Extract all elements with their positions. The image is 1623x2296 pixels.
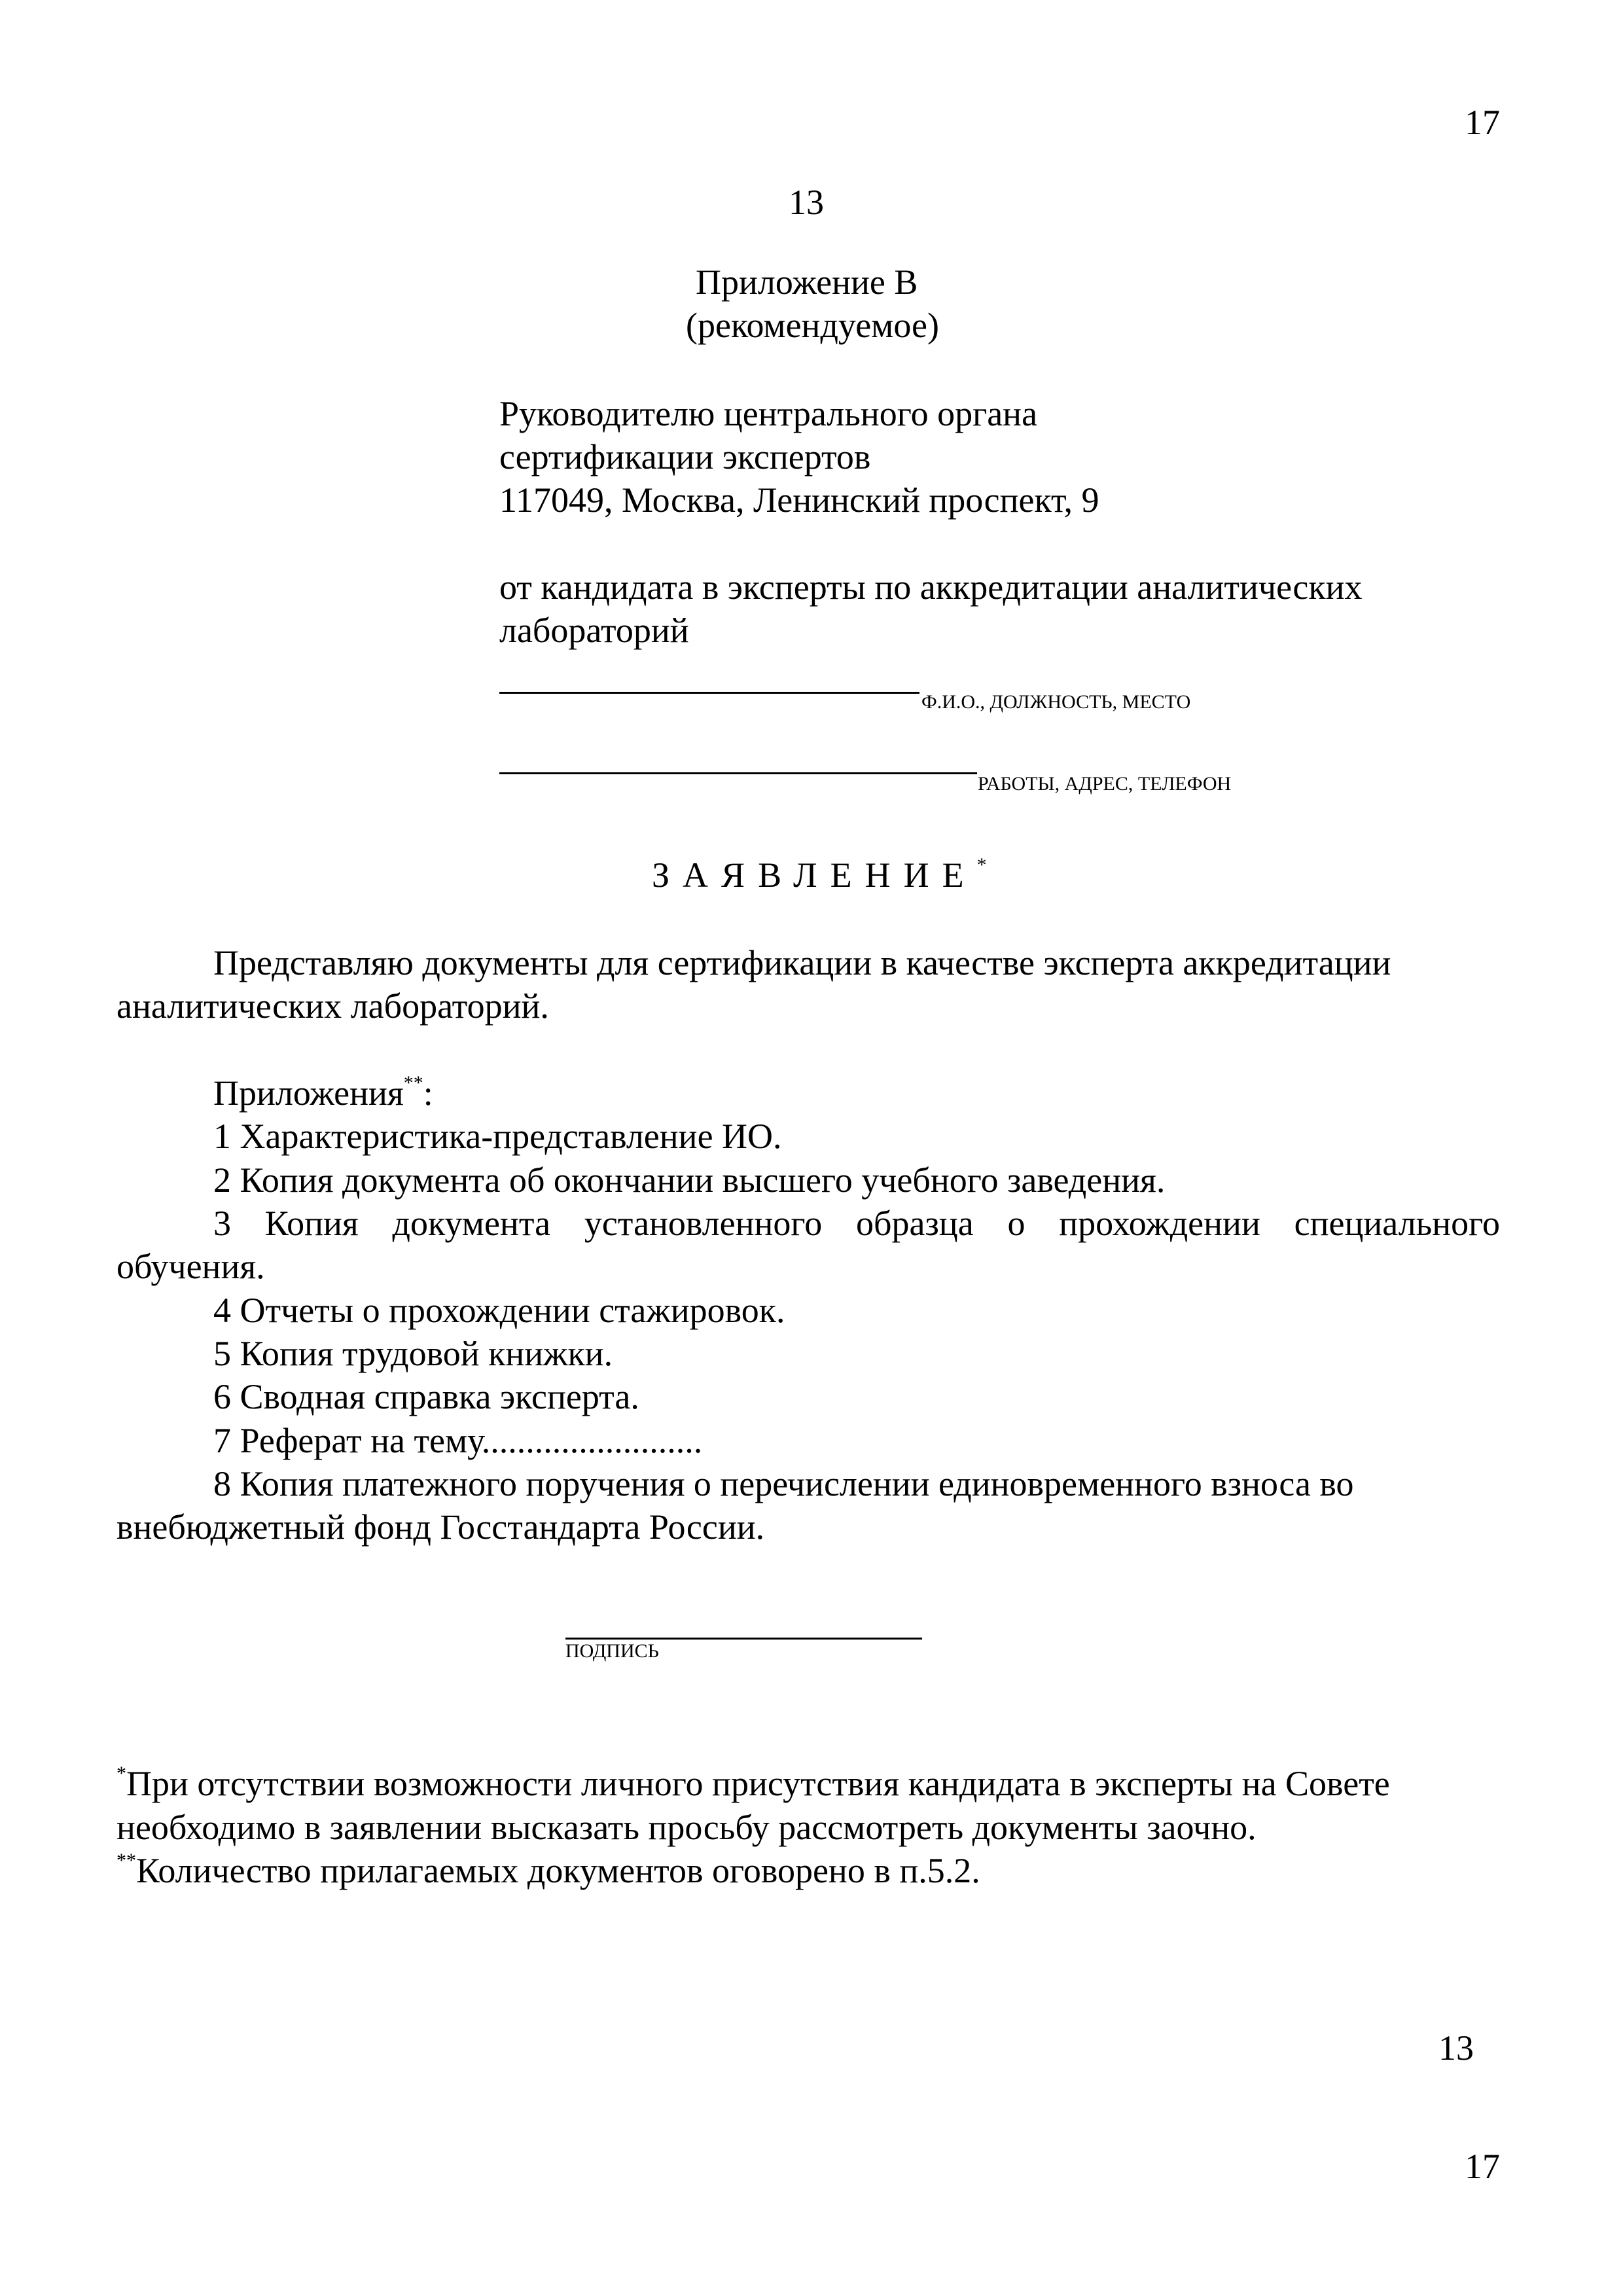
name-position-caption: Ф.И.О., ДОЛЖНОСТЬ, МЕСТО	[921, 691, 1191, 713]
sender-line: лабораторий	[499, 611, 689, 650]
address-phone-field-line	[499, 772, 977, 774]
addressee-line: Руководителю центрального органа	[499, 394, 1038, 433]
attachment-item-continuation: обучения.	[116, 1247, 265, 1286]
signature-caption: ПОДПИСЬ	[565, 1640, 659, 1662]
page-number-bottom-right: 17	[1465, 2147, 1500, 2186]
footnote: **Количество прилагаемых документов оговорено в п.5.2.	[116, 1850, 980, 1890]
attachment-item: 7 Реферат на тему.........................	[213, 1421, 703, 1460]
sender-line: от кандидата в эксперты по аккредитации аналитических	[499, 567, 1363, 607]
attachment-item: 5 Копия трудовой книжки.	[213, 1334, 613, 1373]
appendix-title: Приложение В	[696, 262, 918, 302]
statement-body-line: аналитических лабораторий.	[116, 986, 549, 1026]
addressee-line: 117049, Москва, Ленинский проспект, 9	[499, 480, 1099, 520]
attachment-item: 8 Копия платежного поручения о перечислении единовременного взноса во	[213, 1464, 1354, 1503]
name-position-field-line	[499, 692, 919, 694]
attachment-item: 6 Сводная справка эксперта.	[213, 1377, 639, 1416]
page-number-top-right: 17	[1465, 103, 1500, 142]
footnote-continuation: необходимо в заявлении высказать просьбу рассмотреть документы заочно.	[116, 1808, 1257, 1847]
statement-body-line: Представляю документы для сертификации в качестве эксперта аккредитации	[213, 943, 1391, 982]
footnote-marker: **	[116, 1850, 136, 1871]
statement-title: ЗАЯВЛЕНИЕ*	[652, 854, 1000, 895]
attachment-item: 2 Копия документа об окончании высшего учебного заведения.	[213, 1160, 1166, 1200]
attachment-item-continuation: внебюджетный фонд Госстандарта России.	[116, 1507, 765, 1547]
attachment-item: 1 Характеристика-представление ИО.	[213, 1117, 782, 1156]
address-phone-caption: РАБОТЫ, АДРЕС, ТЕЛЕФОН	[978, 773, 1232, 795]
footnote-marker: **	[403, 1072, 423, 1094]
signature-line	[565, 1638, 922, 1640]
page-number-bottom: 13	[1438, 2028, 1474, 2068]
attachment-item: 4 Отчеты о прохождении стажировок.	[213, 1291, 785, 1330]
attachments-heading: Приложения**:	[213, 1072, 433, 1113]
page-number-top-center: 13	[789, 183, 824, 222]
footnote-marker: *	[116, 1763, 126, 1784]
addressee-line: сертификации экспертов	[499, 437, 871, 476]
attachment-item: 3 Копия документа установленного образца о прохождении специального	[213, 1204, 1500, 1243]
footnote-marker: *	[976, 854, 1000, 876]
appendix-subtitle: (рекомендуемое)	[686, 306, 939, 345]
footnote: *При отсутствии возможности личного присутствия кандидата в эксперты на Совете	[116, 1763, 1390, 1803]
